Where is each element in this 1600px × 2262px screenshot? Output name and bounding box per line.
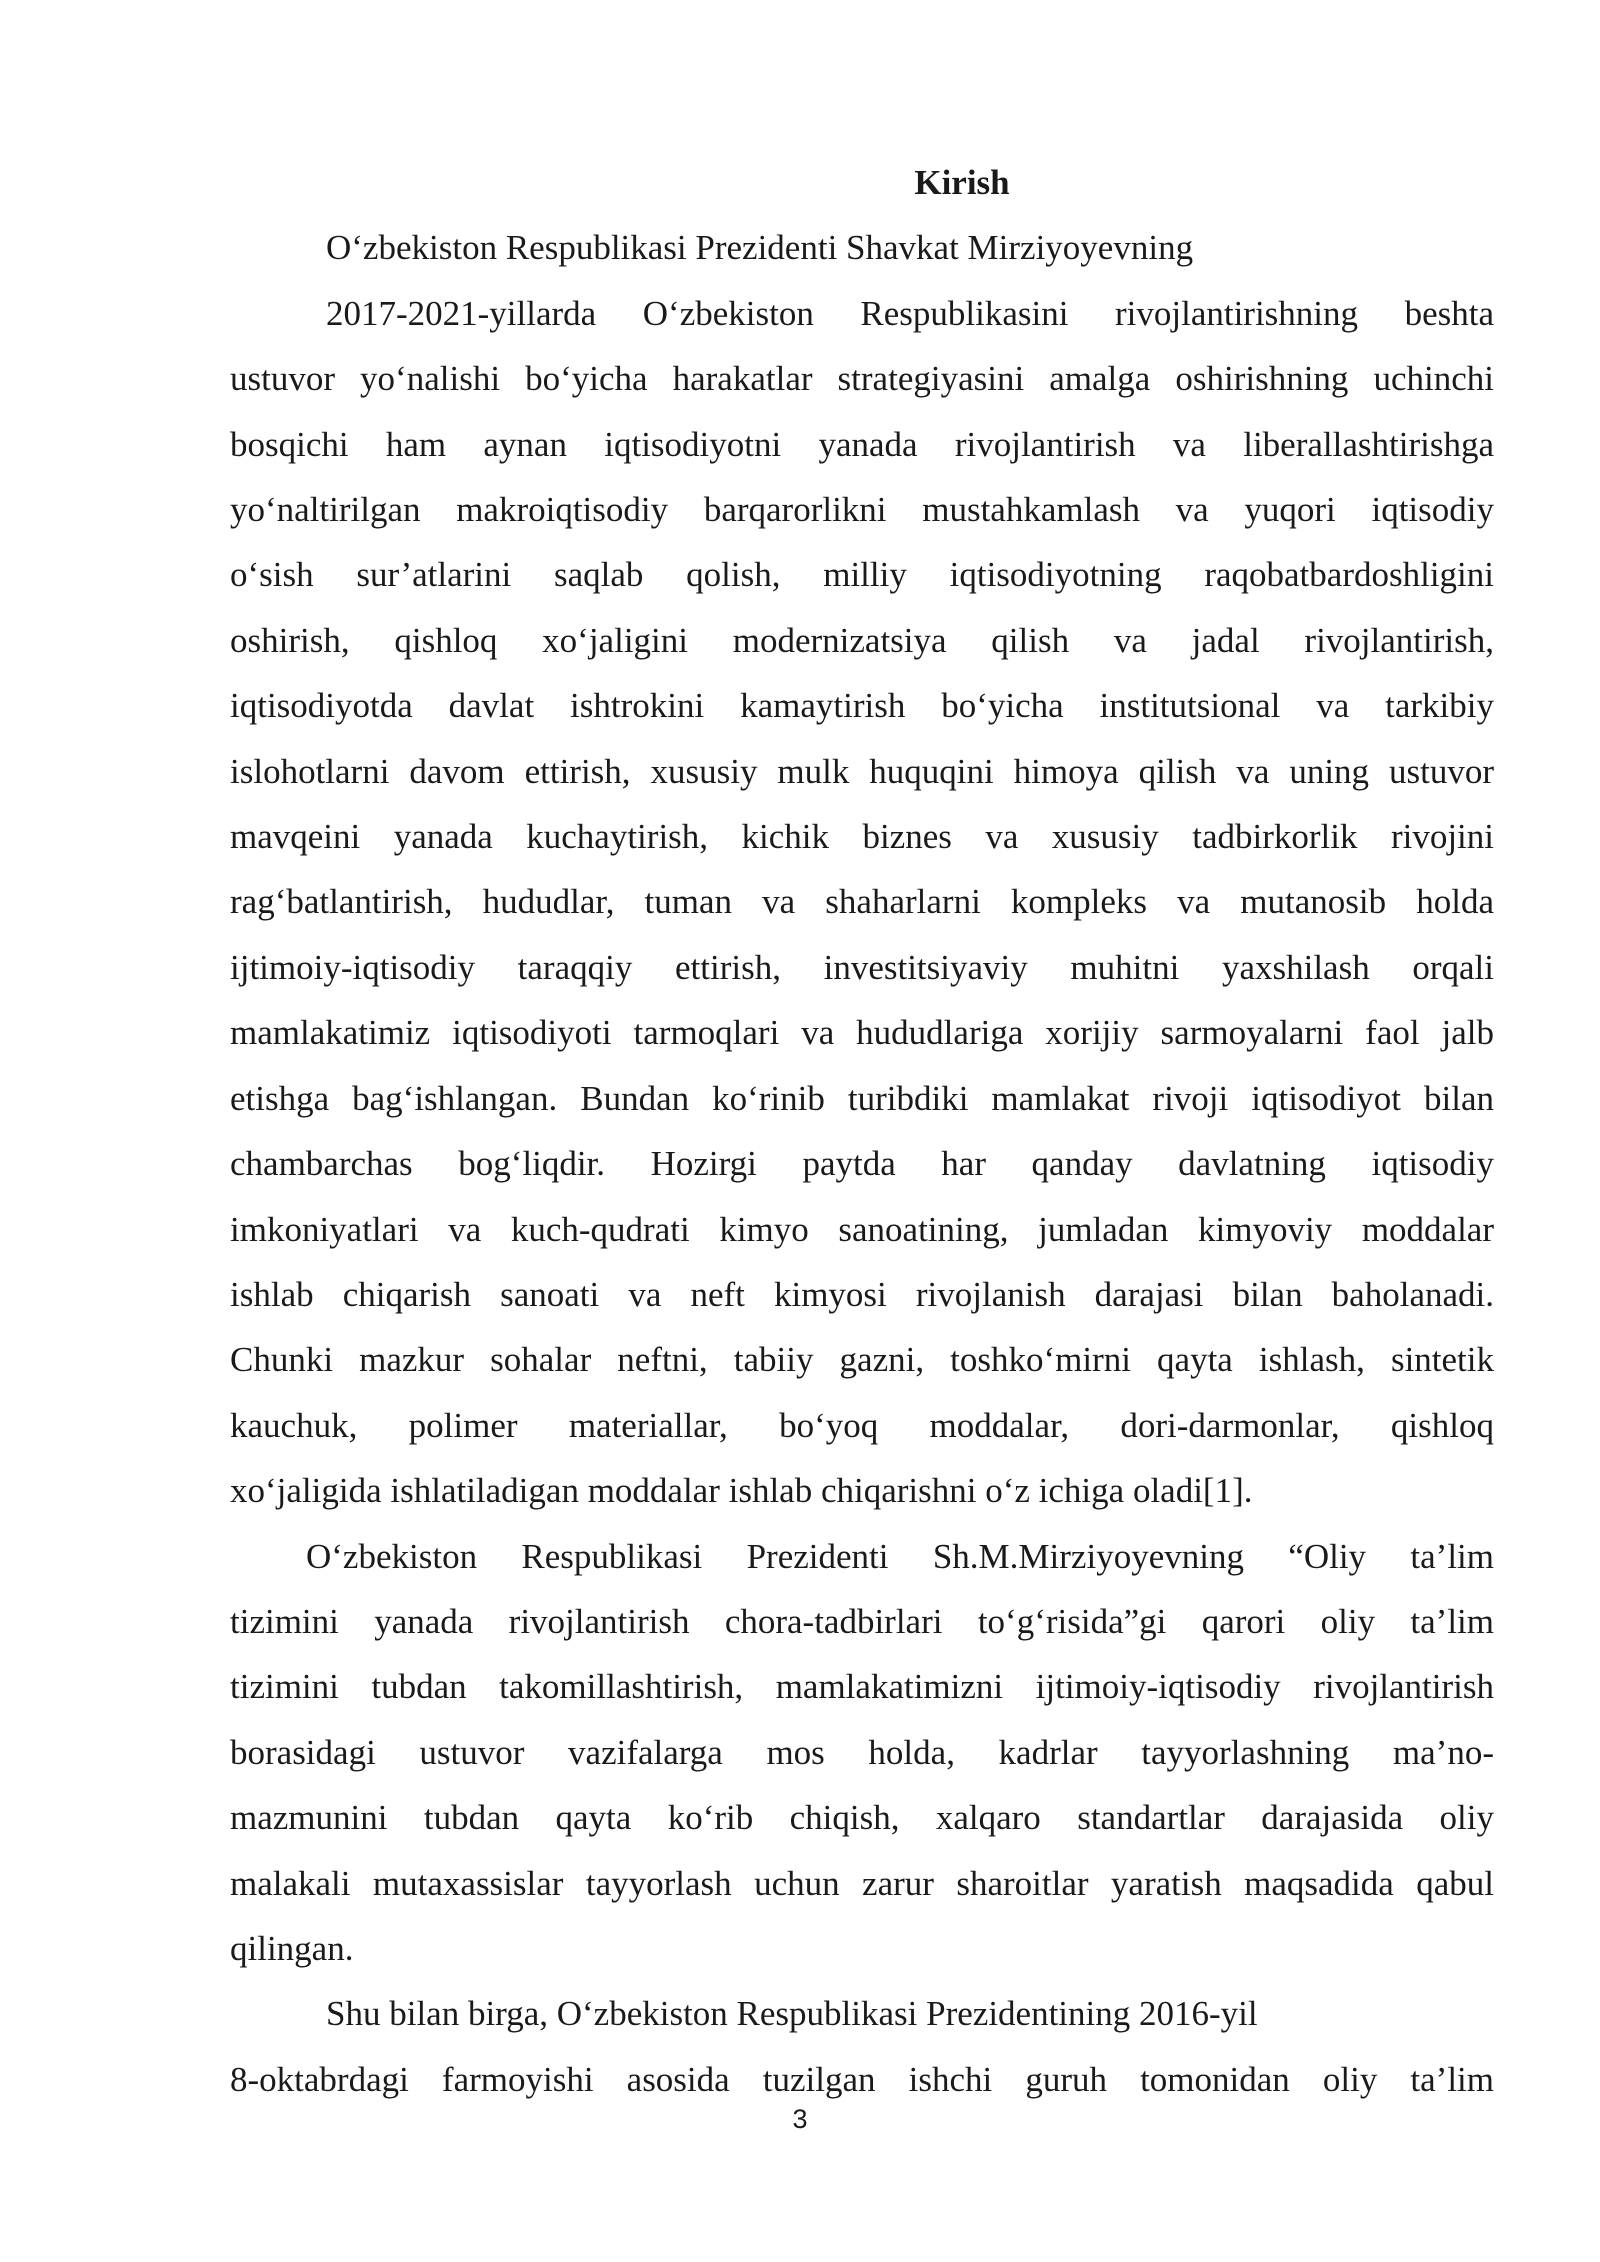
- text-line: tizimini yanada rivojlantirish chora-tadbirlari to‘g‘risida”gi qarori oliy ta’lim: [230, 1601, 1494, 1641]
- text-line: mamlakatimiz iqtisodiyoti tarmoqlari va hududlariga xorijiy sarmoyalarni faol jalb: [230, 1013, 1494, 1053]
- text-line: malakali mutaxassislar tayyorlash uchun zarur sharoitlar yaratish maqsadida qabul: [230, 1863, 1494, 1903]
- text-line: o‘sish sur’atlarini saqlab qolish, milliy iqtisodiyotning raqobatbardoshligini: [230, 555, 1494, 595]
- text-line: O‘zbekiston Respublikasi Prezidenti Sh.M.Mirziyoyevning “Oliy ta’lim: [306, 1536, 1494, 1576]
- page-number: 3: [792, 2104, 808, 2134]
- page-title: Kirish: [914, 163, 1010, 202]
- document-body: [230, 150, 1494, 2112]
- text-line: Chunki mazkur sohalar neftni, tabiiy gazni, toshko‘mirni qayta ishlash, sintetik: [230, 1340, 1494, 1380]
- text-line: Shu bilan birga, O‘zbekiston Respublikasi Prezidentining 2016-yil: [326, 1994, 1258, 2034]
- text-line: imkoniyatlari va kuch-qudrati kimyo sanoatining, jumladan kimyoviy moddalar: [230, 1209, 1494, 1249]
- text-line: kauchuk, polimer materiallar, bo‘yoq moddalar, dori-darmonlar, qishloq: [230, 1405, 1494, 1445]
- text-line: O‘zbekiston Respublikasi Prezidenti Shavkat Mirziyoyevning: [326, 228, 1194, 268]
- text-line: qilingan.: [230, 1928, 354, 1968]
- text-line: mavqeini yanada kuchaytirish, kichik biznes va xususiy tadbirkorlik rivojini: [230, 817, 1494, 857]
- text-line: borasidagi ustuvor vazifalarga mos holda, kadrlar tayyorlashning ma’no-: [230, 1732, 1494, 1772]
- text-line: tizimini tubdan takomillashtirish, mamlakatimizni ijtimoiy-iqtisodiy rivojlantirish: [230, 1667, 1494, 1707]
- text-line: bosqichi ham aynan iqtisodiyotni yanada rivojlantirish va liberallashtirishga: [230, 424, 1494, 464]
- text-line: ijtimoiy-iqtisodiy taraqqiy ettirish, investitsiyaviy muhitni yaxshilash orqali: [230, 947, 1494, 987]
- text-line: rag‘batlantirish, hududlar, tuman va shaharlarni kompleks va mutanosib holda: [230, 882, 1494, 922]
- text-line: 8-oktabrdagi farmoyishi asosida tuzilgan ishchi guruh tomonidan oliy ta’lim: [230, 2059, 1494, 2099]
- text-line: ustuvor yo‘nalishi bo‘yicha harakatlar strategiyasini amalga oshirishning uchinchi: [230, 359, 1494, 399]
- text-line: etishga bag‘ishlangan. Bundan ko‘rinib turibdiki mamlakat rivoji iqtisodiyot bilan: [230, 1078, 1494, 1118]
- text-line: oshirish, qishloq xo‘jaligini modernizatsiya qilish va jadal rivojlantirish,: [230, 620, 1494, 660]
- text-line: mazmunini tubdan qayta ko‘rib chiqish, xalqaro standartlar darajasida oliy: [230, 1798, 1494, 1838]
- text-line: ishlab chiqarish sanoati va neft kimyosi rivojlanish darajasi bilan baholanadi.: [230, 1274, 1494, 1314]
- text-line: chambarchas bog‘liqdir. Hozirgi paytda har qanday davlatning iqtisodiy: [230, 1144, 1494, 1184]
- text-line: 2017-2021-yillarda O‘zbekiston Respublikasini rivojlantirishning beshta: [326, 293, 1494, 333]
- text-line: yo‘naltirilgan makroiqtisodiy barqarorlikni mustahkamlash va yuqori iqtisodiy: [230, 490, 1494, 530]
- text-line: islohotlarni davom ettirish, xususiy mulk huquqini himoya qilish va uning ustuvor: [230, 751, 1494, 791]
- text-line: xo‘jaligida ishlatiladigan moddalar ishlab chiqarishni o‘z ichiga oladi[1].: [230, 1471, 1253, 1511]
- text-line: iqtisodiyotda davlat ishtrokini kamaytirish bo‘yicha institutsional va tarkibiy: [230, 686, 1494, 726]
